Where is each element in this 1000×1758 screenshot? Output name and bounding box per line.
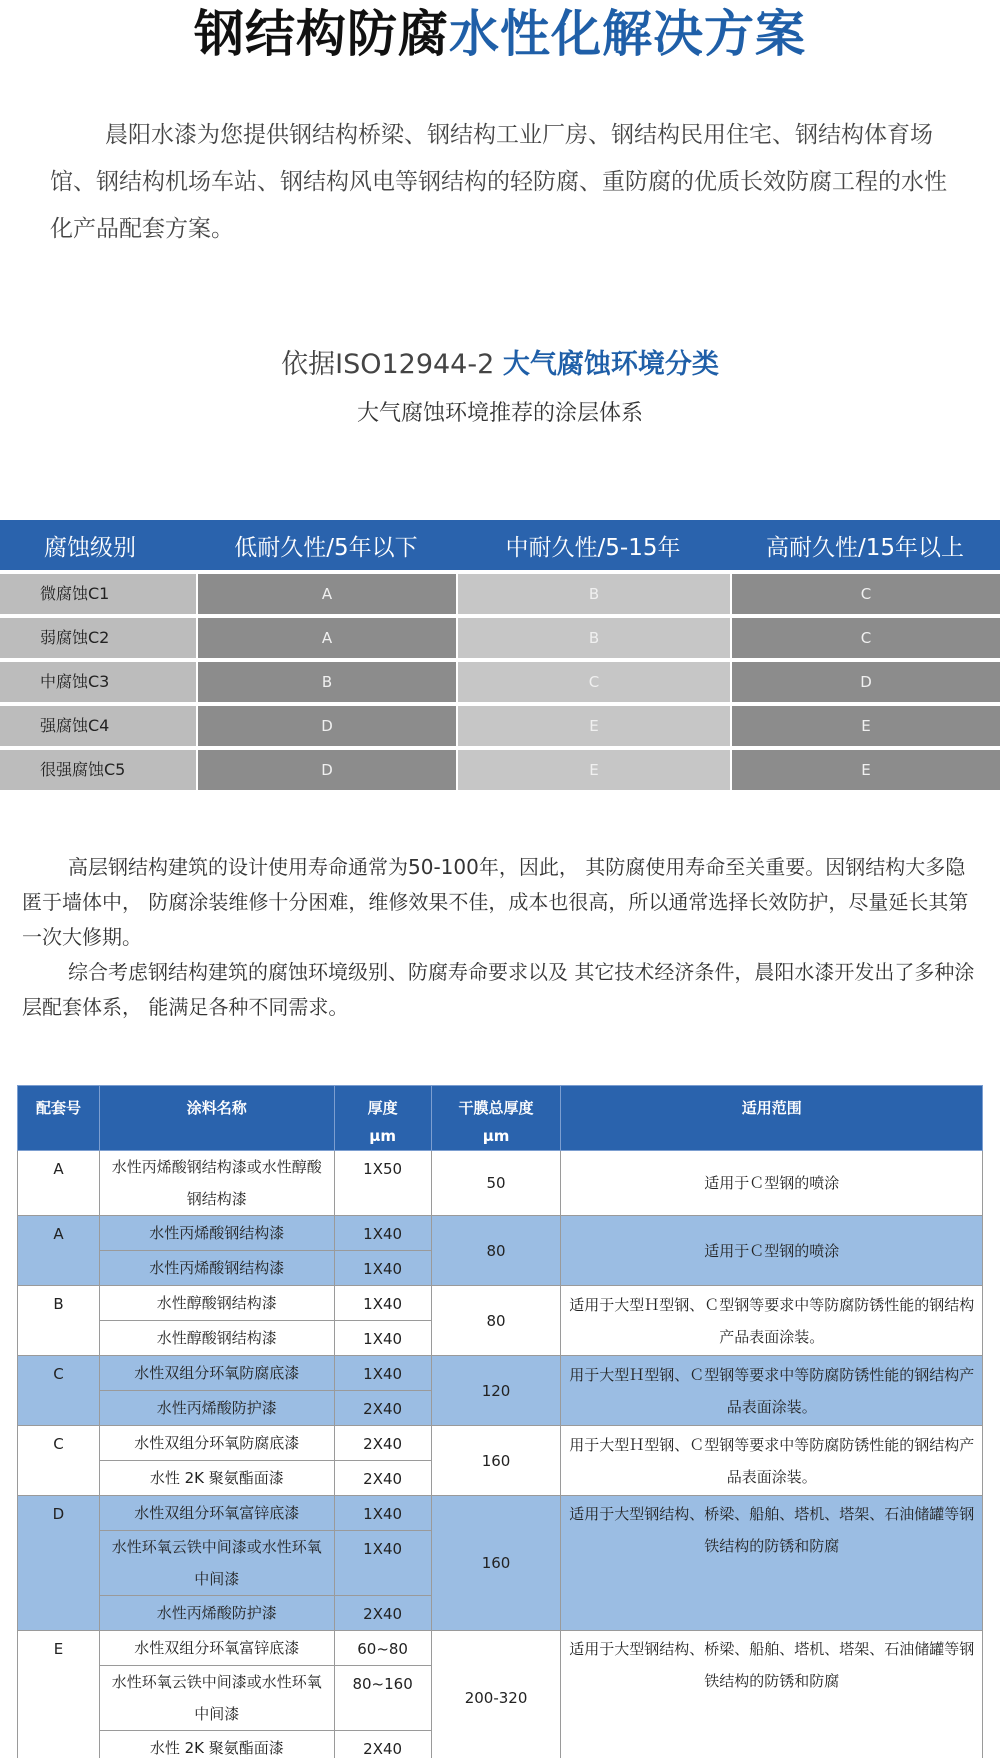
thickness-cell: 1X40 bbox=[334, 1216, 431, 1251]
coating-table-row bbox=[18, 1496, 983, 1531]
corrosion-row bbox=[0, 574, 1000, 614]
system-code-cell: C bbox=[18, 1426, 100, 1496]
corrosion-table-header bbox=[0, 520, 1000, 570]
thickness-cell: 2X40 bbox=[334, 1461, 431, 1496]
high-durability-cell: C bbox=[732, 574, 1000, 614]
title-part-black: 钢结构防腐 bbox=[194, 5, 449, 63]
intro-paragraph: 晨阳水漆为您提供钢结构桥梁、钢结构工业厂房、钢结构民用住宅、钢结构体育场馆、钢结构机场车站、钢结构风电等钢结构的轻防腐、重防腐的优质长效防腐工程的水性化产品配套方案。 bbox=[50, 122, 947, 242]
corrosion-level-label: 很强腐蚀C5 bbox=[0, 750, 196, 790]
coating-name-cell: 水性环氧云铁中间漆或水性环氧中间漆 bbox=[99, 1666, 334, 1731]
coating-name-cell: 水性双组分环氧富锌底漆 bbox=[99, 1496, 334, 1531]
thickness-cell: 2X40 bbox=[334, 1596, 431, 1631]
coating-table-row bbox=[18, 1216, 983, 1251]
total-thickness-cell: 80 bbox=[431, 1216, 561, 1286]
description-paragraphs bbox=[22, 850, 980, 1025]
thickness-cell: 1X40 bbox=[334, 1496, 431, 1531]
thickness-cell: 1X40 bbox=[334, 1286, 431, 1321]
system-code-cell: D bbox=[18, 1496, 100, 1631]
system-code-cell: B bbox=[18, 1286, 100, 1356]
corrosion-row bbox=[0, 750, 1000, 790]
thickness-cell: 1X40 bbox=[334, 1356, 431, 1391]
total-thickness-cell: 160 bbox=[431, 1496, 561, 1631]
title-part-blue: 水性化解决方案 bbox=[449, 5, 806, 63]
thickness-cell: 1X40 bbox=[334, 1321, 431, 1356]
coating-name-cell: 水性丙烯酸防护漆 bbox=[99, 1596, 334, 1631]
coating-table-row bbox=[18, 1426, 983, 1461]
total-thickness-cell: 120 bbox=[431, 1356, 561, 1426]
coating-table-row bbox=[18, 1151, 983, 1216]
corrosion-level-label: 强腐蚀C4 bbox=[0, 706, 196, 746]
coating-table-header bbox=[18, 1086, 983, 1151]
page-title bbox=[0, 4, 1000, 64]
header-scope: 适用范围 bbox=[561, 1086, 983, 1151]
header-thickness: 厚度 μm bbox=[334, 1086, 431, 1151]
coating-name-cell: 水性丙烯酸钢结构漆 bbox=[99, 1216, 334, 1251]
header-high-durability: 高耐久性/15年以上 bbox=[765, 534, 964, 561]
header-code: 配套号 bbox=[18, 1086, 100, 1151]
thickness-cell: 1X50 bbox=[334, 1151, 431, 1216]
total-thickness-cell: 160 bbox=[431, 1426, 561, 1496]
corrosion-row bbox=[0, 618, 1000, 658]
coating-table-row bbox=[18, 1286, 983, 1321]
header-mid-durability: 中耐久性/5-15年 bbox=[505, 534, 681, 561]
system-code-cell: A bbox=[18, 1151, 100, 1216]
coating-name-cell: 水性醇酸钢结构漆 bbox=[99, 1321, 334, 1356]
low-durability-cell: A bbox=[198, 618, 456, 658]
high-durability-cell: C bbox=[732, 618, 1000, 658]
header-low-durability: 低耐久性/5年以下 bbox=[234, 534, 418, 561]
coating-name-cell: 水性双组分环氧防腐底漆 bbox=[99, 1356, 334, 1391]
corrosion-row bbox=[0, 662, 1000, 702]
coating-name-cell: 水性双组分环氧防腐底漆 bbox=[99, 1426, 334, 1461]
system-code-cell: A bbox=[18, 1216, 100, 1286]
iso-heading bbox=[0, 345, 1000, 385]
scope-cell: 适用于Ｃ型钢的喷涂 bbox=[561, 1151, 983, 1216]
thickness-cell: 80~160 bbox=[334, 1666, 431, 1731]
corrosion-level-label: 中腐蚀C3 bbox=[0, 662, 196, 702]
scope-cell: 用于大型Ｈ型钢、Ｃ型钢等要求中等防腐防锈性能的钢结构产品表面涂装。 bbox=[561, 1356, 983, 1426]
thickness-cell: 1X40 bbox=[334, 1251, 431, 1286]
coating-name-cell: 水性丙烯酸钢结构漆 bbox=[99, 1251, 334, 1286]
coating-table-row bbox=[18, 1631, 983, 1666]
thickness-cell: 2X40 bbox=[334, 1391, 431, 1426]
iso-heading-highlight: 大气腐蚀环境分类 bbox=[502, 349, 719, 380]
scope-cell: 适用于大型Ｈ型钢、Ｃ型钢等要求中等防腐防锈性能的钢结构产品表面涂装。 bbox=[561, 1286, 983, 1356]
header-total-thickness: 干膜总厚度 μm bbox=[431, 1086, 561, 1151]
coating-name-cell: 水性丙烯酸防护漆 bbox=[99, 1391, 334, 1426]
mid-durability-cell: B bbox=[458, 618, 730, 658]
total-thickness-cell: 50 bbox=[431, 1151, 561, 1216]
thickness-cell: 60~80 bbox=[334, 1631, 431, 1666]
thickness-cell: 2X40 bbox=[334, 1731, 431, 1758]
scope-cell: 适用于大型钢结构、桥梁、船舶、塔机、塔架、石油储罐等钢铁结构的防锈和防腐 bbox=[561, 1496, 983, 1631]
low-durability-cell: D bbox=[198, 706, 456, 746]
scope-cell: 适用于Ｃ型钢的喷涂 bbox=[561, 1216, 983, 1286]
coating-name-cell: 水性 2K 聚氨酯面漆 bbox=[99, 1731, 334, 1758]
corrosion-row bbox=[0, 706, 1000, 746]
iso-subtitle: 大气腐蚀环境推荐的涂层体系 bbox=[356, 401, 643, 426]
high-durability-cell: E bbox=[732, 706, 1000, 746]
mid-durability-cell: C bbox=[458, 662, 730, 702]
mid-durability-cell: B bbox=[458, 574, 730, 614]
total-thickness-cell: 80 bbox=[431, 1286, 561, 1356]
coating-table-row bbox=[18, 1356, 983, 1391]
coating-name-cell: 水性醇酸钢结构漆 bbox=[99, 1286, 334, 1321]
coating-system-table bbox=[17, 1085, 983, 1758]
header-coating-name: 涂料名称 bbox=[99, 1086, 334, 1151]
iso-heading-prefix: 依据ISO12944-2 bbox=[281, 349, 495, 380]
scope-cell: 适用于大型钢结构、桥梁、船舶、塔机、塔架、石油储罐等钢铁结构的防锈和防腐 bbox=[561, 1631, 983, 1758]
corrosion-table bbox=[0, 520, 1000, 790]
low-durability-cell: A bbox=[198, 574, 456, 614]
coating-name-cell: 水性环氧云铁中间漆或水性环氧中间漆 bbox=[99, 1531, 334, 1596]
mid-durability-cell: E bbox=[458, 706, 730, 746]
paragraph-1: 高层钢结构建筑的设计使用寿命通常为50-100年，因此， 其防腐使用寿命至关重要。因钢结构大多隐匿于墙体中， 防腐涂装维修十分困难，维修效果不佳，成本也很高，所以通常选择长效防护，尽量延长其第一次大修期。 bbox=[22, 855, 969, 949]
corrosion-level-label: 微腐蚀C1 bbox=[0, 574, 196, 614]
scope-cell: 用于大型Ｈ型钢、Ｃ型钢等要求中等防腐防锈性能的钢结构产品表面涂装。 bbox=[561, 1426, 983, 1496]
system-code-cell: E bbox=[18, 1631, 100, 1758]
high-durability-cell: D bbox=[732, 662, 1000, 702]
header-corrosion-level: 腐蚀级别 bbox=[44, 534, 136, 561]
thickness-cell: 1X40 bbox=[334, 1531, 431, 1596]
low-durability-cell: D bbox=[198, 750, 456, 790]
coating-name-cell: 水性双组分环氧富锌底漆 bbox=[99, 1631, 334, 1666]
coating-name-cell: 水性丙烯酸钢结构漆或水性醇酸钢结构漆 bbox=[99, 1151, 334, 1216]
corrosion-level-label: 弱腐蚀C2 bbox=[0, 618, 196, 658]
paragraph-2: 综合考虑钢结构建筑的腐蚀环境级别、防腐寿命要求以及 其它技术经济条件，晨阳水漆开发出了多种涂层配套体系， 能满足各种不同需求。 bbox=[22, 960, 975, 1019]
thickness-cell: 2X40 bbox=[334, 1426, 431, 1461]
low-durability-cell: B bbox=[198, 662, 456, 702]
mid-durability-cell: E bbox=[458, 750, 730, 790]
total-thickness-cell: 200-320 bbox=[431, 1631, 561, 1758]
high-durability-cell: E bbox=[732, 750, 1000, 790]
system-code-cell: C bbox=[18, 1356, 100, 1426]
coating-name-cell: 水性 2K 聚氨酯面漆 bbox=[99, 1461, 334, 1496]
